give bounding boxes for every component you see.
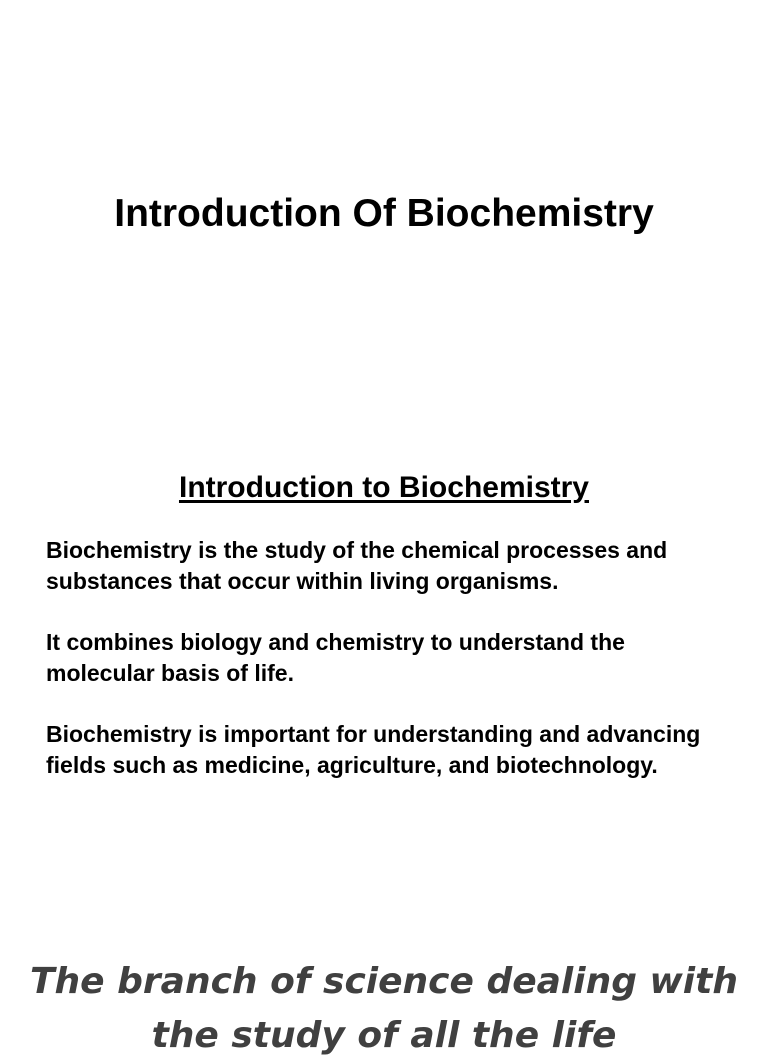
paragraph-importance: Biochemistry is important for understanding and advancing fields such as medicine, agriculture, and biotechnology.: [46, 721, 701, 778]
paragraph-definition: Biochemistry is the study of the chemical processes and substances that occur within living organisms.: [46, 537, 668, 594]
slide-text-definition: The branch of science dealing with the study of all the life: [30, 961, 738, 1056]
page-title: Introduction Of Biochemistry: [114, 192, 654, 235]
section-heading: Introduction to Biochemistry: [178, 471, 589, 504]
paragraph-combination: It combines biology and chemistry to understand the molecular basis of life.: [46, 629, 625, 686]
body-text: [46, 535, 736, 811]
